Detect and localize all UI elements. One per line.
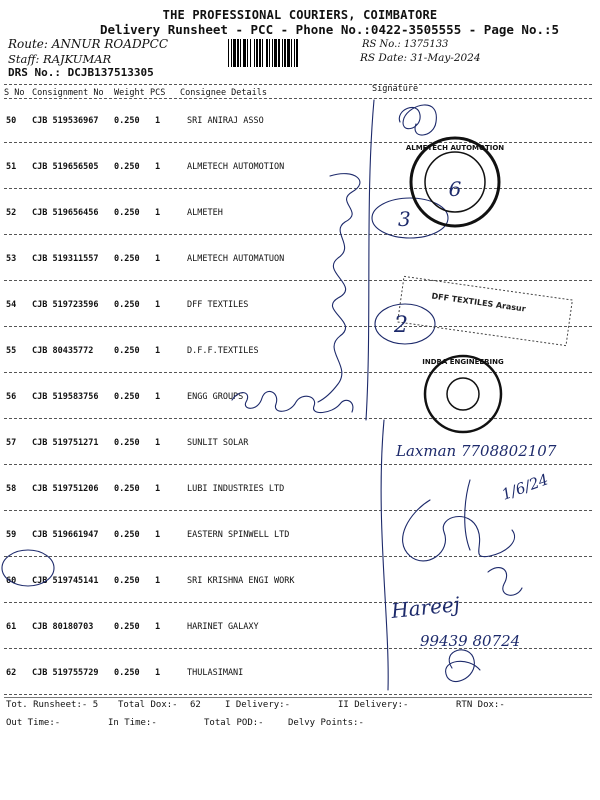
row-consignee: ALMETECH AUTOMATUON: [187, 254, 285, 264]
row-consignee: ALMETECH AUTOMOTION: [187, 162, 285, 172]
sig-column-arc-bottom: [381, 420, 388, 690]
col-consignment: Consignment No: [32, 88, 104, 98]
ii-delivery: II Delivery:-: [338, 700, 409, 710]
row-weight: 0.250: [114, 300, 140, 310]
row-weight: 0.250: [114, 576, 140, 586]
row-pcs: 1: [155, 530, 161, 540]
row-weight: 0.250: [114, 346, 140, 356]
row-sno: 54: [6, 300, 17, 310]
row-consignee: D.F.F.TEXTILES: [187, 346, 259, 356]
rs-date: RS Date: 31-May-2024: [360, 52, 481, 64]
row-weight: 0.250: [114, 622, 140, 632]
handwritten-2: 2: [394, 313, 408, 338]
company-title: THE PROFESSIONAL COURIERS, COIMBATORE: [162, 8, 438, 22]
row-consignment: CJB 519755729: [32, 668, 99, 678]
row-sno: 58: [6, 484, 17, 494]
row-sno: 59: [6, 530, 17, 540]
handwritten-date: 1/6/24: [499, 470, 551, 504]
total-pod: Total POD:-: [204, 718, 264, 728]
total-dox-label: Total Dox:-: [118, 700, 178, 710]
row-consignment: CJB 80180703: [32, 622, 94, 632]
out-time: Out Time:-: [6, 718, 61, 728]
i-delivery: I Delivery:-: [225, 700, 291, 710]
row-weight: 0.250: [114, 116, 140, 126]
row-weight: 0.250: [114, 438, 140, 448]
row-weight: 0.250: [114, 484, 140, 494]
signature-rows-58-60: [403, 480, 515, 561]
row-sno: 50: [6, 116, 17, 126]
row-consignment: CJB 519311557: [32, 254, 99, 264]
row-consignment: CJB 519583756: [32, 392, 99, 402]
stamp-indra-text: INDRA ENGINEERING: [422, 358, 504, 366]
col-weight: Weight: [114, 88, 145, 98]
signature-row-50: [399, 105, 436, 135]
row-consignee: THULASIMANI: [187, 668, 244, 678]
row-pcs: 1: [155, 208, 161, 218]
col-signature: Signature: [372, 84, 419, 94]
row-consignment: CJB 519656456: [32, 208, 99, 218]
row-consignment: CJB 519745141: [32, 576, 99, 586]
row-pcs: 1: [155, 392, 161, 402]
row-consignment: CJB 519656505: [32, 162, 99, 172]
stamp-dff-textiles: [398, 276, 573, 345]
handwritten-3: 3: [398, 207, 411, 231]
tot-runsheet: Tot. Runsheet:- 5: [6, 700, 99, 710]
row-pcs: 1: [155, 162, 161, 172]
signature-row-60: [488, 568, 522, 596]
rtn-dox: RTN Dox:-: [456, 700, 505, 710]
row-pcs: 1: [155, 576, 161, 586]
row-weight: 0.250: [114, 254, 140, 264]
row-consignment: CJB 519536967: [32, 116, 99, 126]
row-consignment: CJB 519723596: [32, 300, 99, 310]
handwritten-phone: 99439 80724: [420, 632, 521, 650]
row-consignee: SRI ANIRAJ ASSO: [187, 116, 264, 126]
row-consignee: ENGG GROUPS: [187, 392, 244, 402]
row-sno: 52: [6, 208, 17, 218]
delvy-points: Delvy Points:-: [288, 718, 364, 728]
row-pcs: 1: [155, 484, 161, 494]
row-consignment: CJB 519751271: [32, 438, 99, 448]
in-time: In Time:-: [108, 718, 157, 728]
row-pcs: 1: [155, 622, 161, 632]
row-consignee: EASTERN SPINWELL LTD: [187, 530, 290, 540]
row-consignment: CJB 519751206: [32, 484, 99, 494]
row-sno: 61: [6, 622, 17, 632]
route-label: Route: ANNUR ROADPCC: [8, 37, 168, 51]
row-weight: 0.250: [114, 392, 140, 402]
row-pcs: 1: [155, 668, 161, 678]
rs-number: RS No.: 1375133: [362, 39, 449, 50]
stamp-number-6: 6: [448, 177, 462, 201]
row-weight: 0.250: [114, 162, 140, 172]
row-consignee: SUNLIT SOLAR: [187, 438, 249, 448]
row-sno: 51: [6, 162, 17, 172]
drs-number: DRS No.: DCJB137513305: [8, 66, 154, 79]
col-pcs: PCS: [150, 88, 166, 98]
handwritten-name: Hareej: [390, 591, 461, 623]
sig-column-arc-top: [366, 100, 374, 420]
col-consignee: Consignee Details: [180, 88, 267, 98]
row-weight: 0.250: [114, 208, 140, 218]
row-consignee: SRI KRISHNA ENGI WORK: [187, 576, 295, 586]
stamp-indra-engineering: [422, 356, 504, 432]
scribble-rows-52-56: [318, 174, 360, 402]
row-pcs: 1: [155, 300, 161, 310]
row-pcs: 1: [155, 346, 161, 356]
row-pcs: 1: [155, 254, 161, 264]
runsheet-subtitle: Delivery Runsheet - PCC - Phone No.:0422-3505555 - Page No.:5: [100, 22, 560, 37]
row-sno: 55: [6, 346, 17, 356]
stamp-almetech-text: ALMETECH AUTOMOTION: [405, 144, 505, 152]
row-consignee: ALMETEH: [187, 208, 223, 218]
row-consignment: CJB 519661947: [32, 530, 99, 540]
row-consignee: LUBI INDUSTRIES LTD: [187, 484, 285, 494]
row-sno: 53: [6, 254, 17, 264]
stamp-almetech: [406, 138, 504, 226]
total-dox-value: 62: [190, 700, 201, 710]
signature-row-56: [232, 391, 353, 412]
row-weight: 0.250: [114, 668, 140, 678]
row-weight: 0.250: [114, 530, 140, 540]
staff-label: Staff: RAJKUMAR: [8, 52, 112, 66]
row-sno: 60: [6, 576, 17, 586]
row-consignment: CJB 80435772: [32, 346, 94, 356]
row-sno: 56: [6, 392, 17, 402]
row-sno: 62: [6, 668, 17, 678]
handwritten-laxman: Laxman 7708802107: [396, 442, 557, 460]
circle-row-60: [2, 550, 54, 586]
stamp-dff-text: DFF TEXTILES Arasur: [430, 291, 527, 314]
row-consignee: HARINET GALAXY: [187, 622, 259, 632]
signature-row-62: [446, 650, 480, 682]
row-pcs: 1: [155, 438, 161, 448]
row-consignee: DFF TEXTILES: [187, 300, 249, 310]
row-sno: 57: [6, 438, 17, 448]
row-pcs: 1: [155, 116, 161, 126]
col-sno: S No: [4, 88, 25, 98]
footer-rule: [4, 697, 592, 698]
